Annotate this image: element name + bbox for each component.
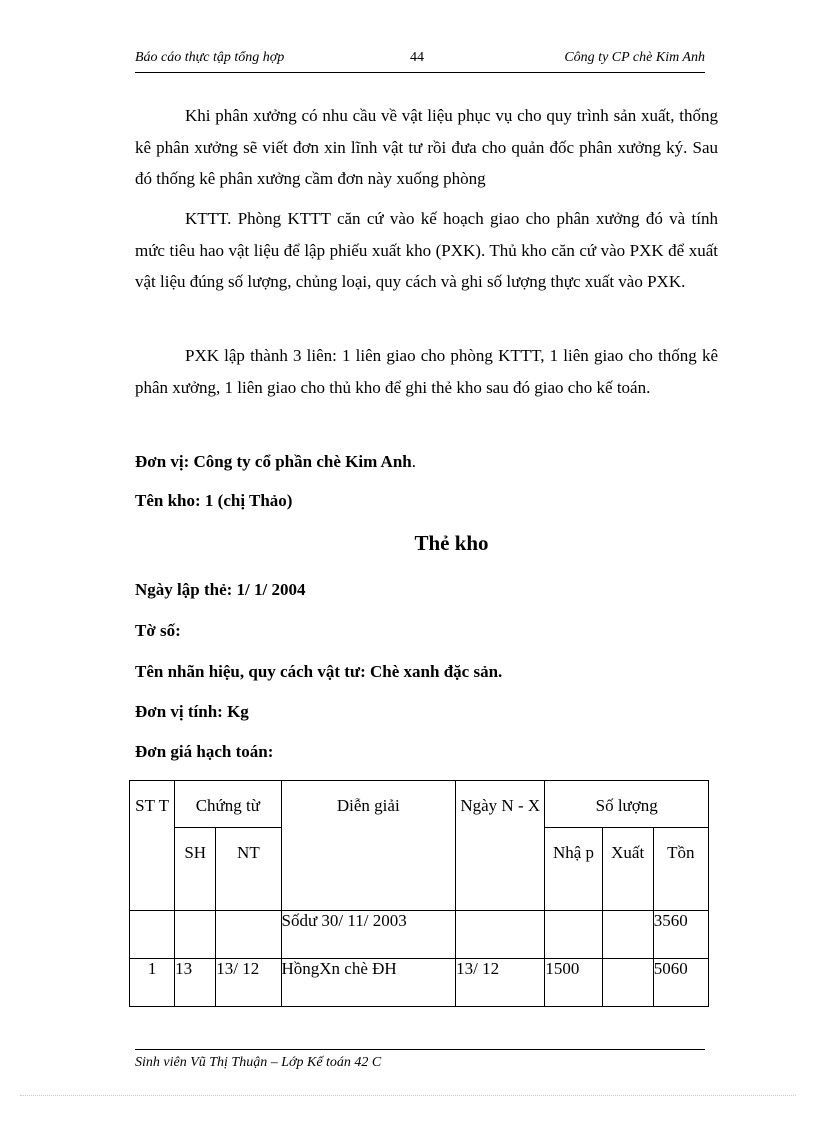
stock-card-table <box>129 780 709 1007</box>
date-created: Ngày lập thẻ: 1/ 1/ 2004 <box>135 580 306 599</box>
header-nt: NT <box>216 828 281 911</box>
cell-export <box>602 959 653 1007</box>
item-name: Tên nhãn hiệu, quy cách vật tư: Chè xanh đặc sản. <box>135 662 503 681</box>
header-sh: SH <box>175 828 216 911</box>
card-title: Thẻ kho <box>414 531 489 555</box>
header-stt: ST T <box>130 781 175 911</box>
header-company: Công ty CP chè Kim Anh <box>564 50 705 65</box>
table-row <box>130 959 709 1007</box>
table-row <box>130 911 709 959</box>
header-date: Ngày N - X <box>456 781 545 911</box>
cell-import <box>545 911 602 959</box>
header-description: Diễn giải <box>281 781 456 911</box>
cell-date <box>456 911 545 959</box>
cell-stt <box>130 911 175 959</box>
cell-import: 1500 <box>545 959 602 1007</box>
unit-of-measure: Đơn vị tính: Kg <box>135 702 249 721</box>
header-stock: Tồn <box>653 828 708 911</box>
paragraph-3: PXK lập thành 3 liên: 1 liên giao cho phòng KTTT, 1 liên giao cho thống kê phân xưởng, 1 liên giao cho thủ kho để ghi thẻ kho sau đó giao cho kế toán. <box>135 346 718 397</box>
sheet-number: Tờ số: <box>135 621 181 640</box>
cell-nt: 13/ 12 <box>216 959 281 1007</box>
page-footer: Sinh viên Vũ Thị Thuận – Lớp Kế toán 42 C <box>135 1055 382 1070</box>
header-export: Xuất <box>602 828 653 911</box>
cell-stock: 5060 <box>653 959 708 1007</box>
header-quantity: Số lượng <box>545 781 709 828</box>
unit-line-period: . <box>411 452 416 471</box>
warehouse-line: Tên kho: 1 (chị Thảo) <box>135 491 293 510</box>
cell-stock: 3560 <box>653 911 708 959</box>
footer-divider <box>135 1049 705 1050</box>
cell-description: Sốdư 30/ 11/ 2003 <box>281 911 456 959</box>
cell-description: HồngXn chè ĐH <box>281 959 456 1007</box>
cell-date: 13/ 12 <box>456 959 545 1007</box>
unit-price: Đơn giá hạch toán: <box>135 742 274 761</box>
unit-line <box>135 452 416 472</box>
cell-sh: 13 <box>175 959 216 1007</box>
header-voucher: Chứng từ <box>175 781 281 828</box>
header-import: Nhậ p <box>545 828 602 911</box>
header-report-title: Báo cáo thực tập tổng hợp <box>135 50 285 65</box>
page-header <box>135 48 705 73</box>
unit-line-text: Đơn vị: Công ty cổ phần chè Kim Anh <box>135 452 412 471</box>
paragraph-2: KTTT. Phòng KTTT căn cứ vào kế hoạch giao cho phân xưởng đó và tính mức tiêu hao vật liệu để lập phiếu xuất kho (PXK). Thủ kho căn cứ vào PXK để xuất vật liệu đúng số lượng, chủng loại, quy cách và ghi số lượng thực xuất vào PXK. <box>135 209 718 291</box>
cell-nt <box>216 911 281 959</box>
cell-export <box>602 911 653 959</box>
paragraph-1: Khi phân xưởng có nhu cầu về vật liệu phục vụ cho quy trình sản xuất, thống kê phân xưởng sẽ viết đơn xin lĩnh vật tư rồi đưa cho quản đốc phân xưởng ký. Sau đó thống kê phân xưởng cầm đơn này xuống phòng <box>135 106 718 188</box>
page-edge-divider <box>20 1095 796 1096</box>
cell-sh <box>175 911 216 959</box>
header-page-number: 44 <box>410 50 424 65</box>
cell-stt: 1 <box>130 959 175 1007</box>
